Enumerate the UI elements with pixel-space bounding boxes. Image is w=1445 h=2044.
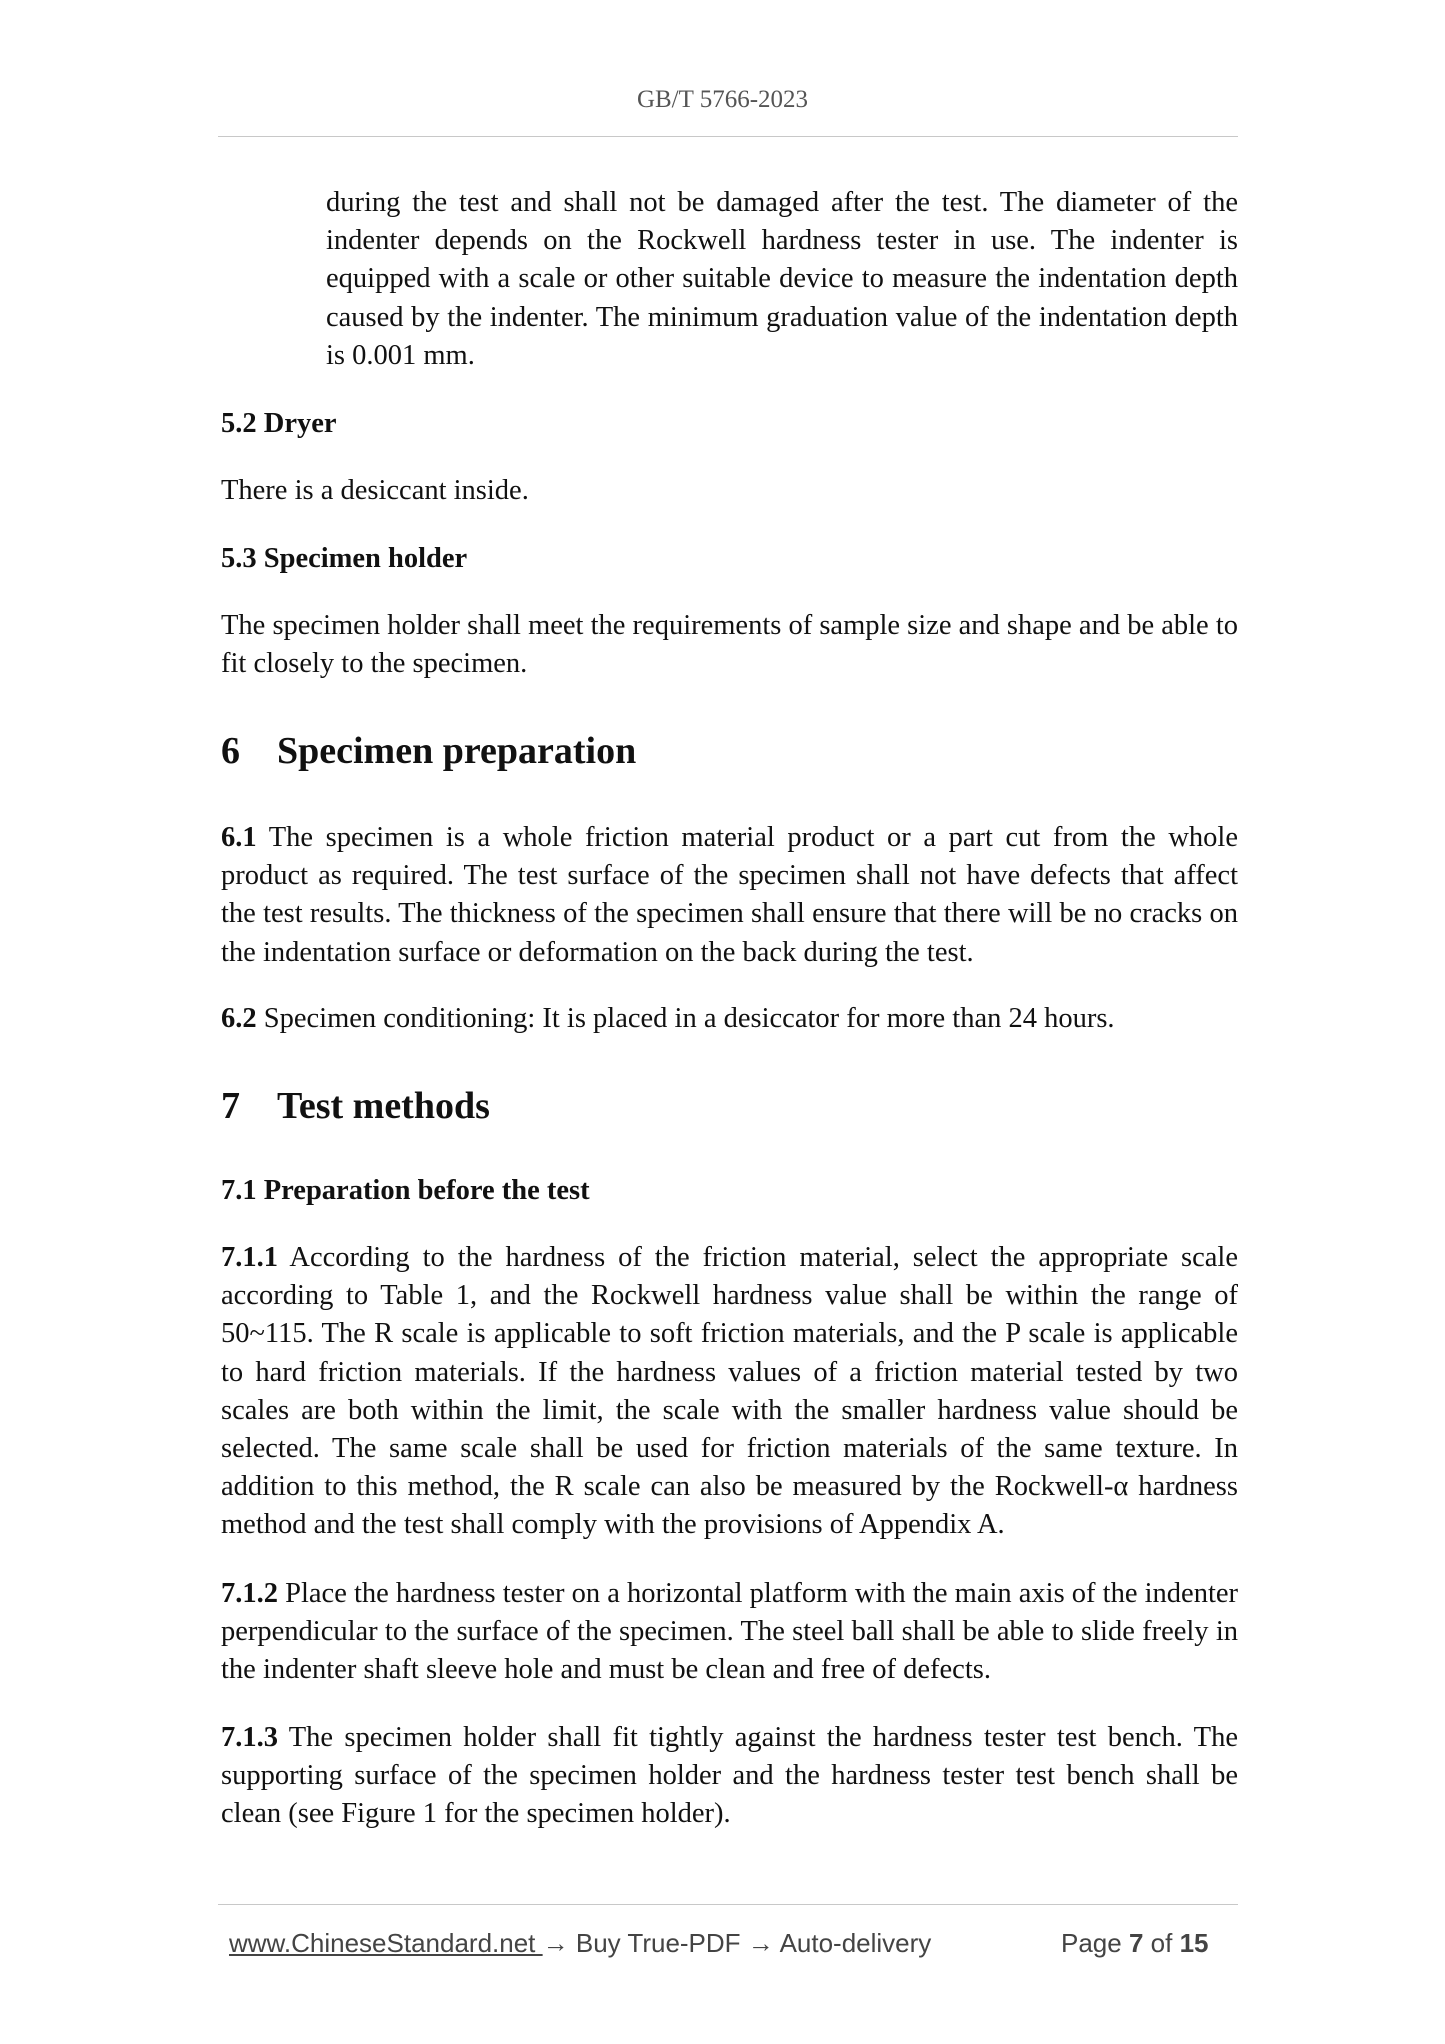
section-6-title: Specimen preparation — [277, 730, 637, 772]
clause-6-2-text: Specimen conditioning: It is placed in a desiccator for more than 24 hours. — [263, 1003, 1115, 1034]
paragraph-6-2 — [221, 1000, 1238, 1038]
arrow-right-icon: → — [747, 1928, 774, 1958]
section-7-number: 7 — [221, 1085, 240, 1127]
footer-buy-text: Buy True-PDF — [568, 1928, 748, 1958]
section-6-heading — [221, 729, 636, 773]
paragraph-5-2: There is a desiccant inside. — [221, 475, 529, 506]
page-indicator — [1061, 1926, 1209, 1960]
footer-delivery-text: Auto-delivery — [773, 1928, 932, 1958]
clause-7-1-3-text: The specimen holder shall fit tightly against the hardness tester test bench. The supporting surface of the specimen holder and the hardness tester test bench shall be clean (see Figure 1 for the specimen holder). — [221, 1722, 1238, 1830]
clause-7-1-1-number: 7.1.1 — [221, 1242, 278, 1273]
arrow-right-icon: → — [542, 1928, 569, 1958]
footer-promo — [229, 1926, 931, 1960]
paragraph-5-3: The specimen holder shall meet the requirements of sample size and shape and be able to fit closely to the specimen. — [221, 610, 1238, 680]
page-current: 7 — [1128, 1928, 1144, 1958]
site-link[interactable]: www.ChineseStandard.net — [229, 1928, 543, 1958]
page-total: 15 — [1179, 1928, 1209, 1958]
heading-5-3: 5.3 Specimen holder — [221, 543, 468, 574]
section-7-heading — [221, 1084, 490, 1128]
clause-6-1-number: 6.1 — [221, 822, 257, 853]
footer-divider — [218, 1904, 1238, 1905]
document-header-title: GB/T 5766-2023 — [636, 86, 809, 113]
continuation-paragraph: during the test and shall not be damaged after the test. The diameter of the indenter depends on the Rockwell hardness tester in use. The indenter is equipped with a scale or other suitable device to measure the indentation depth caused by the indenter. The minimum graduation value of the indentation depth is 0.001 mm. — [326, 187, 1238, 371]
clause-7-1-2-number: 7.1.2 — [221, 1578, 278, 1609]
clause-6-1-text: The specimen is a whole friction material product or a part cut from the whole product as required. The test surface of the specimen shall not have defects that affect the test results. The thickness of the specimen shall ensure that there will be no cracks on the indentation surface or deformation on the back during the test. — [221, 822, 1238, 968]
section-7-title: Test methods — [277, 1085, 490, 1127]
clause-7-1-1-text: According to the hardness of the friction material, select the appropriate scale according to Table 1, and the Rockwell hardness value shall be within the range of 50~115. The R scale is applicable to soft friction materials, and the P scale is applicable to hard friction materials. If the hardness values of a friction material tested by two scales are both within the limit, the scale with the smaller hardness value should be selected. The same scale shall be used for friction materials of the same texture. In addition to this method, the R scale can also be measured by the Rockwell-α hardness method and the test shall comply with the provisions of Appendix A. — [221, 1242, 1238, 1541]
page-label: Page — [1061, 1928, 1122, 1958]
page-of: of — [1150, 1928, 1173, 1958]
paragraph-7-1-2 — [221, 1575, 1238, 1690]
heading-7-1: 7.1 Preparation before the test — [221, 1175, 590, 1206]
section-6-number: 6 — [221, 730, 240, 772]
paragraph-7-1-1 — [221, 1239, 1238, 1545]
paragraph-7-1-3 — [221, 1719, 1238, 1834]
clause-7-1-2-text: Place the hardness tester on a horizontal platform with the main axis of the indenter perpendicular to the surface of the specimen. The steel ball shall be able to slide freely in the indenter shaft sleeve hole and must be clean and free of defects. — [221, 1578, 1238, 1686]
heading-5-2: 5.2 Dryer — [221, 408, 337, 439]
clause-6-2-number: 6.2 — [221, 1003, 257, 1034]
header-divider — [218, 136, 1238, 137]
paragraph-6-1 — [221, 819, 1238, 972]
clause-7-1-3-number: 7.1.3 — [221, 1722, 278, 1753]
